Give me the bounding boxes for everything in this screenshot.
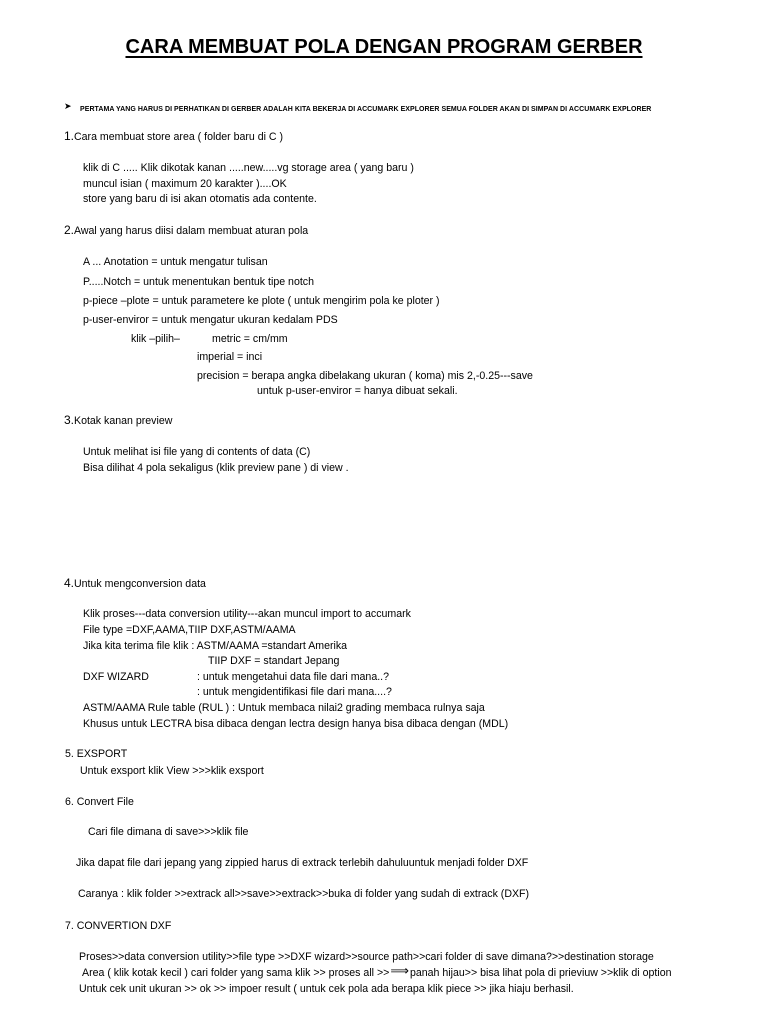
section-6-line: Caranya : klik folder >>extrack all>>save>>extrack>>buka di folder yang sudah di extrack (DXF)	[78, 888, 530, 900]
intro-note: PERTAMA YANG HARUS DI PERHATIKAN DI GERBER ADALAH KITA BEKERJA DI ACCUMARK EXPLORER SEMUA FOLDER AKAN DI SIMPAN DI ACCUMARK EXPLORER	[80, 106, 652, 113]
section-1-line: store yang baru di isi akan otomatis ada contente.	[83, 193, 317, 205]
section-2-heading: 2.Awal yang harus diisi dalam membuat aturan pola	[64, 223, 309, 237]
section-6-heading: 6. Convert File	[65, 796, 134, 808]
section-4-line: Khusus untuk LECTRA bisa dibaca dengan lectra design hanya bisa dibaca dengan (MDL)	[83, 718, 509, 730]
section-4-line: Klik proses---data conversion utility---akan muncul import to accumark	[83, 608, 411, 620]
section-6-line: Cari file dimana di save>>>klik file	[88, 826, 249, 838]
section-7-line: Proses>>data conversion utility>>file type >>DXF wizard>>source path>>cari folder di save dimana?>>destination storage	[79, 951, 654, 963]
section-3-line: Untuk melihat isi file yang di contents of data (C)	[83, 446, 311, 458]
section-4-line: ASTM/AAMA Rule table (RUL ) : Untuk membaca nilai2 grading membaca rulnya saja	[83, 702, 485, 714]
precision-option: precision = berapa angka dibelakang ukuran ( koma) mis 2,-0.25---save	[197, 370, 533, 382]
section-2-line: p-piece –plote = untuk parametere ke plote ( untuk mengirim pola ke ploter )	[83, 295, 440, 307]
section-4-line: Jika kita terima file klik : ASTM/AAMA =standart Amerika	[83, 640, 348, 652]
section-3-line: Bisa dilihat 4 pola sekaligus (klik preview pane ) di view .	[83, 462, 349, 474]
metric-option: metric = cm/mm	[212, 333, 288, 345]
section-4-heading: 4.Untuk mengconversion data	[64, 576, 206, 590]
section-2-line: p-user-enviror = untuk mengatur ukuran kedalam PDS	[83, 314, 338, 326]
section-5-heading: 5. EXSPORT	[65, 748, 128, 760]
section-3-heading: 3.Kotak kanan preview	[64, 413, 173, 427]
page-title: CARA MEMBUAT POLA DENGAN PROGRAM GERBER	[125, 36, 643, 58]
klik-pilih-label: klik –pilih–	[131, 333, 180, 345]
section-1-line: klik di C ..... Klik dikotak kanan .....new.....vg storage area ( yang baru )	[83, 162, 414, 174]
arrow-bullet-icon: ➤	[64, 101, 72, 111]
dxf-wizard-desc: : untuk mengidentifikasi file dari mana....?	[197, 686, 392, 698]
section-1-line: muncul isian ( maximum 20 karakter )....OK	[83, 178, 287, 190]
imperial-option: imperial = inci	[197, 351, 263, 363]
section-5-line: Untuk exsport klik View >>>klik exsport	[80, 765, 264, 777]
section-7-line: Untuk cek unit ukuran >> ok >> impoer result ( untuk cek pola ada berapa klik piece >> jika hiaju berhasil.	[79, 983, 574, 995]
section-7-heading: 7. CONVERTION DXF	[65, 920, 172, 932]
precision-note: untuk p-user-enviror = hanya dibuat sekali.	[257, 385, 458, 397]
section-1-heading: 1.Cara membuat store area ( folder baru di C )	[64, 129, 284, 143]
dxf-wizard-label: DXF WIZARD	[83, 671, 149, 683]
section-4-line: File type =DXF,AAMA,TIIP DXF,ASTM/AAMA	[83, 624, 296, 636]
section-6-line: Jika dapat file dari jepang yang zippied harus di extrack terlebih dahuluuntuk menjadi folder DXF	[76, 857, 529, 869]
section-7-line: Area ( klik kotak kecil ) cari folder yang sama klik >> proses all >>⟹panah hijau>> bisa lihat pola di prieviuw >>klik di option	[82, 963, 672, 979]
double-arrow-icon: ⟹	[390, 963, 409, 978]
section-2-line: A ... Anotation = untuk mengatur tulisan	[83, 256, 268, 268]
dxf-wizard-desc: : untuk mengetahui data file dari mana..?	[197, 671, 389, 683]
section-2-line: P.....Notch = untuk menentukan bentuk tipe notch	[83, 276, 314, 288]
tiip-dxf-line: TIIP DXF = standart Jepang	[208, 655, 340, 667]
